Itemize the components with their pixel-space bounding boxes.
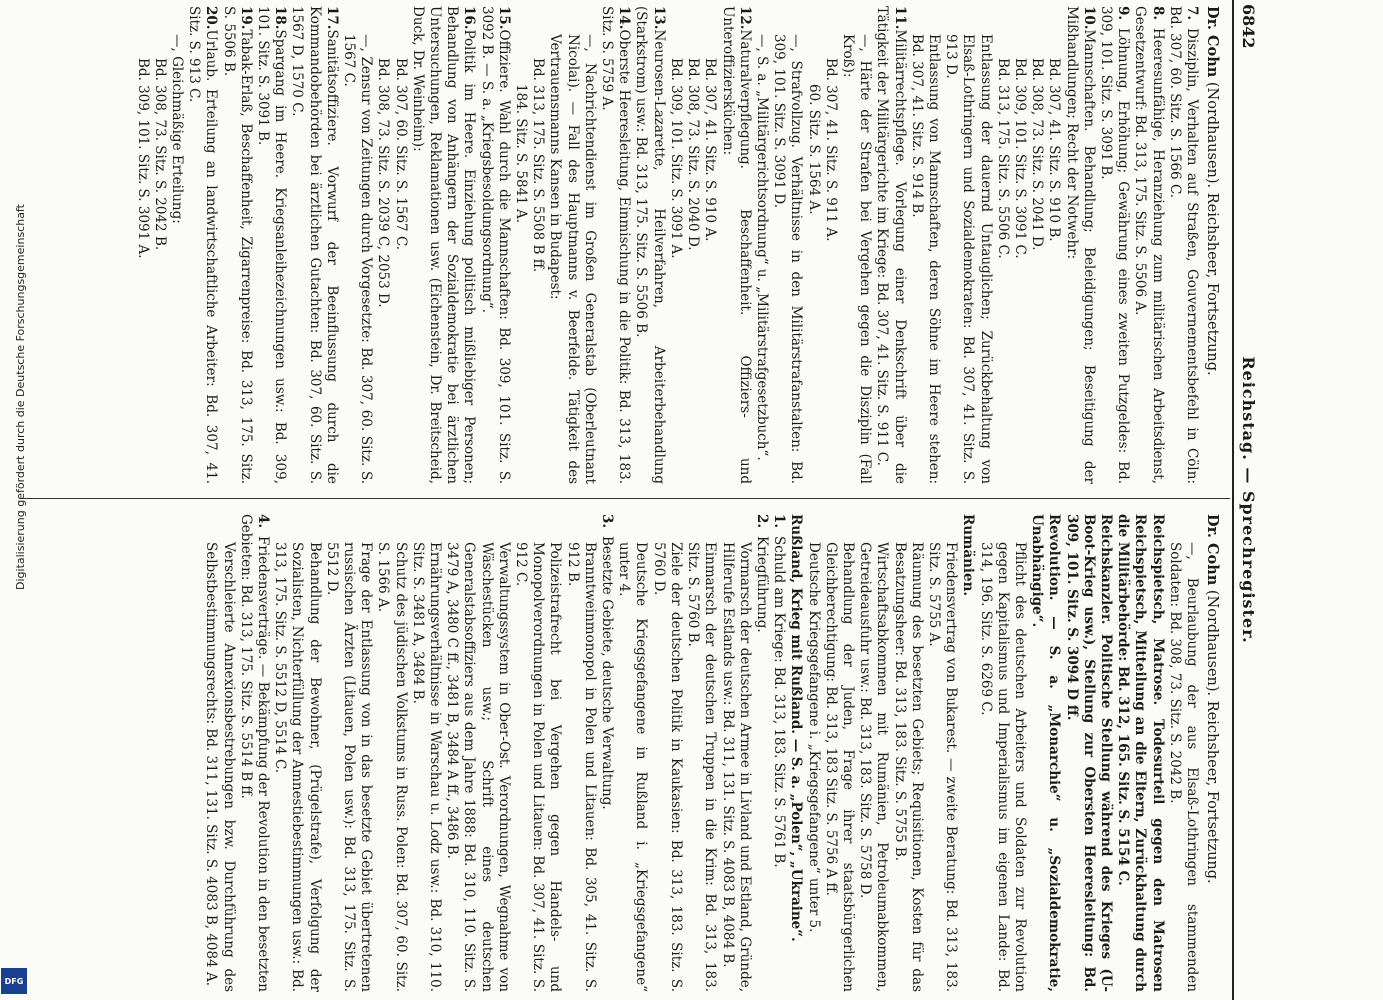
register-entry bbox=[1045, 6, 1062, 484]
entry-text: Disziplin, Verhalten auf Straßen, Gouvernementsbefehl in Cöln: Bd. 307, 60. Sitz. S. 1566 C. bbox=[1166, 6, 1200, 484]
register-entry bbox=[409, 514, 443, 992]
register-entry bbox=[1114, 514, 1166, 992]
right-column-head bbox=[1202, 514, 1222, 992]
register-entry bbox=[1028, 514, 1062, 992]
register-entry bbox=[1166, 514, 1200, 992]
entry-text: Bd. 308, 73. Sitz. S. 2042 B. bbox=[151, 58, 168, 251]
register-entry bbox=[598, 6, 632, 484]
register-entry bbox=[839, 6, 873, 484]
entry-text: Polizeistrafrecht bei Vergehen gegen Handels- und Monopolverordnungen in Polen und Litauen: Bd. 307, 41. Sitz. S. 912 C. bbox=[513, 542, 564, 992]
entry-number: 8. bbox=[1149, 6, 1166, 21]
register-entry bbox=[650, 514, 684, 992]
left-column bbox=[12, 6, 1222, 484]
running-head: Reichstag. — Sprechregister. bbox=[1239, 356, 1258, 644]
register-entry bbox=[563, 514, 597, 992]
entry-text: Behandlung der Juden, Frage ihrer staatsbürgerlichen Gleichberechtigung: Bd. 313, 183 Sitz. S. 5756 A ff. bbox=[822, 542, 856, 992]
entry-number: 4. bbox=[255, 514, 272, 529]
register-entry bbox=[942, 6, 994, 484]
entry-text: Vormarsch der deutschen Armee in Livland und Estland, Gründe, Hilferufe Estlands usw.: Bd. 311, 131. Sitz. S. 4083 B, 4084 B. bbox=[719, 542, 753, 992]
entry-text: Neurosen-Lazarette, Heilverfahren, Arbeiterbehandlung (Starkstrom) usw.: Bd. 313, 175. Sitz. S. 5506 B. bbox=[633, 6, 667, 484]
entry-number: 18. bbox=[272, 6, 289, 30]
entry-text: 184. Sitz. S. 5841 A. bbox=[513, 84, 530, 224]
entry-text: Reichskanzler. Politische Stellung während des Krieges (U-Boot-Krieg usw.), Stellung zur Obersten Heeresleitung: Bd. 309, 101. Sitz. S. 3094 D ff. bbox=[1063, 514, 1114, 992]
entry-text: Spargang im Heere. Kriegsanleihezeichnungen usw.: Bd. 309, 101. Sitz. S. 3091 B. bbox=[255, 6, 289, 484]
entry-text: Deutsche Kriegsgefangene i. „Kriegsgefangene“ unter 5. bbox=[805, 542, 822, 933]
entry-text: Pflicht des deutschen Arbeiters und Soldaten zur Revolution gegen Kapitalismus und Imperialismus im eigenen Lande: Bd. 314, 196. Sitz. S. 6269 C. bbox=[977, 542, 1028, 992]
entry-text: Reichspietsch, Matrose. Todesurteil gegen den Matrosen Reichspietsch, Mitteilung an die Eltern, Zurückhaltung durch die Militärbehörde: Bd. 312, 165. Sitz. S. 5154 C. bbox=[1115, 514, 1166, 992]
entry-text: —, Zensur von Zeitungen durch Vorgesetzte: Bd. 307, 60. Sitz. S. 1567 C. bbox=[341, 34, 375, 484]
register-entry bbox=[202, 514, 236, 992]
register-entry bbox=[994, 6, 1011, 484]
register-entry bbox=[873, 6, 907, 484]
speaker-subject: (Nordhausen). Reichsheer, Fortsetzung. bbox=[1204, 81, 1220, 376]
entry-number: 1. bbox=[771, 514, 788, 529]
entry-text: Ernährungsverhältnisse in Warschau u. Lodz usw.: Bd. 310, 110. Sitz. S. 3481 A, 3484 B. bbox=[409, 542, 444, 992]
entry-number: 2. bbox=[753, 514, 770, 529]
entry-number: 11. bbox=[891, 6, 908, 30]
entry-text: Bd. 307, 60. Sitz. S. 1567 C. bbox=[392, 58, 409, 251]
entry-text: Ziele der deutschen Politik in Kaukasien: Bd. 313, 183. Sitz. S. 5760 D. bbox=[650, 542, 684, 992]
register-entry bbox=[959, 514, 976, 992]
entry-number: 16. bbox=[461, 6, 478, 30]
entry-number: 20. bbox=[203, 6, 220, 30]
entry-text: —, Nachrichtendienst im Großen Generalstab (Oberleutnant Nicolai). — Fall des Hauptmanns v. Beerfelde. Tätigkeit des Vertrauensmanns Kansen in Budapest: bbox=[547, 34, 598, 484]
entry-text: Tabak-Erlaß, Beschaffenheit, Zigarrenpreise: Bd. 313, 175. Sitz. S. 5506 B. bbox=[220, 6, 254, 484]
register-entry bbox=[684, 514, 718, 992]
register-entry bbox=[667, 6, 684, 484]
entry-text: Besetzte Gebiete, deutsche Verwaltung. bbox=[599, 536, 616, 810]
speaker-subject: (Nordhausen). Reichsheer, Fortsetzung. bbox=[1204, 589, 1220, 884]
entry-text: Verwaltungssystem in Ober-Ost. Verordnungen, Wegnahme von Wäschestücken usw.; Schrift eines deutschen Generalstabsoffiziers aus dem Jahre 1888: Bd. 310, 110. Sitz. S. 3479 A, 3480 C ff., 3481 B, 3484 A ff., 3486 B. bbox=[444, 542, 512, 992]
entry-number: 14. bbox=[616, 6, 633, 30]
register-entry bbox=[477, 6, 511, 484]
entry-number: 9. bbox=[1115, 6, 1132, 21]
entry-text: Wirtschaftsabkommen mit Rumänien, Petroleumabkommen, Getreideausfuhr usw.: Bd. 313, 183. Sitz. S. 5758 D. bbox=[857, 542, 891, 992]
entry-number: 19. bbox=[237, 6, 254, 30]
speaker-name: Dr. Cohn bbox=[1204, 6, 1221, 78]
entry-text: Einmarsch der deutschen Truppen in die Krim: Bd. 313, 183. Sitz. S. 5760 B. bbox=[685, 542, 719, 992]
register-entry bbox=[288, 6, 340, 484]
register-entry bbox=[925, 514, 959, 992]
entry-text: Kriegführung. bbox=[753, 536, 770, 633]
register-entry bbox=[701, 6, 718, 484]
entry-text: Offiziere. Wahl durch die Mannschaften: Bd. 309, 101. Sitz. S. 3092 B. — S. a. „Kriegsbesoldungsordnung“. bbox=[478, 6, 512, 484]
entry-text: Behandlung der Bewohner, (Prügelstrafe), Verfolgung der Sozialisten, Nichterfüllung der Amnestiebestimmungen usw.: Bd. 313, 175. Sitz. S. 5512 D, 5514 C. bbox=[272, 542, 323, 992]
register-entry bbox=[908, 6, 942, 484]
register-entry bbox=[529, 6, 546, 484]
entry-number: 13. bbox=[650, 6, 667, 30]
entry-text: Schuld am Kriege: Bd. 313, 183. Sitz. S. 5761 B. bbox=[771, 536, 788, 868]
entry-text: Mannschaften. Behandlung; Beleidigungen; Beseitigung der Mißhandlungen; Recht der Notwehr: bbox=[1063, 6, 1097, 484]
register-entry bbox=[1062, 514, 1114, 992]
register-entry bbox=[1011, 6, 1028, 484]
page-number: 6842 bbox=[1239, 4, 1258, 49]
entry-number: 3. bbox=[599, 514, 616, 529]
register-entry bbox=[1097, 6, 1131, 484]
entry-text: Politik im Heere. Einziehung politisch mißliebiger Personen; Behandlung von Anhängern der Sozialdemokratie bei ärztlichen Untersuchungen, Reklamationen usw. (Eichenstein, Dr. Breitscheid, Duck, Dr. Weinheim): bbox=[409, 6, 478, 484]
register-entry bbox=[598, 514, 615, 992]
register-entry bbox=[374, 514, 408, 992]
entry-text: Bd. 309, 101. Sitz. S. 3091 A. bbox=[134, 58, 151, 259]
register-entry bbox=[512, 6, 529, 484]
column-divider bbox=[20, 498, 1230, 499]
entry-text: Schutz des jüdischen Volkstums in Russ. Polen: Bd. 307, 60. Sitz. S. 1566 A. bbox=[375, 542, 409, 992]
entry-text: —, S. a. „Militärgerichtsordnung“ u. „Militärstrafgesetzbuch“. bbox=[753, 34, 770, 461]
digitization-footer bbox=[0, 0, 28, 1000]
entry-text: Friedensvertrag von Bukarest. — zweite Beratung: Bd. 313, 183. Sitz. S. 5755 A. bbox=[925, 542, 960, 992]
entry-text: Deutsche Kriegsgefangene in Rußland i. „Kriegsgefangene“ unter 4. bbox=[616, 542, 650, 992]
entry-text: Bd. 307, 41. Sitz. S. 910 A. bbox=[702, 58, 719, 242]
register-entry bbox=[787, 514, 804, 992]
entry-text: Bd. 313, 175. Sitz. S. 5508 B ff. bbox=[530, 58, 547, 273]
register-entry bbox=[374, 6, 391, 484]
register-entry bbox=[323, 514, 375, 992]
register-entry bbox=[185, 6, 219, 484]
register-entry bbox=[254, 6, 288, 484]
entry-text: Entlassung der dauernd Untauglichen; Zurückbehaltung von Elsaß-Lothringern und Sozialdemokraten: Bd. 307, 41. Sitz. S. 913 D. bbox=[943, 34, 994, 484]
register-entry bbox=[546, 6, 598, 484]
dfg-logo: DFG bbox=[1, 968, 27, 994]
register-entry bbox=[443, 514, 512, 992]
register-entry bbox=[770, 6, 804, 484]
register-entry bbox=[822, 514, 856, 992]
register-entry bbox=[684, 6, 701, 484]
register-entry bbox=[804, 514, 821, 992]
entry-text: Urlaub. Erteilung an landwirtschaftliche Arbeiter: Bd. 307, 41. Sitz. S. 913 C. bbox=[186, 6, 220, 484]
entry-text: Bd. 309, 101. Sitz. S. 3091 A. bbox=[667, 58, 684, 259]
entry-text: Heeresunfähige, Heranziehung zum militärischen Arbeitsdienst, Gesetzentwurf: Bd. 313, 175. Sitz. S. 5506 A. bbox=[1132, 6, 1166, 484]
entry-number: 7. bbox=[1184, 6, 1200, 21]
entry-text: Bd. 308, 73. Sitz. S. 2040 D. bbox=[685, 58, 702, 251]
right-entry-list bbox=[202, 514, 1200, 992]
entry-text: —, Beurlaubung der aus Elsaß-Lothringen stammenden Soldaten: Bd. 308, 73. Sitz. S. 2042 B. bbox=[1166, 542, 1200, 992]
register-entry bbox=[1028, 6, 1045, 484]
entry-number: 17. bbox=[323, 6, 340, 30]
entry-text: Oberste Heeresleitung, Einmischung in die Politik: Bd. 313, 183. Sitz. S. 5759 A. bbox=[599, 6, 633, 484]
register-entry bbox=[753, 514, 770, 992]
funding-credit: Digitalisierung gefördert durch die Deutsche Forschungsgemeinschaft bbox=[14, 204, 27, 590]
entry-text: Bd. 308, 73. Sitz. S. 2041 D. bbox=[1029, 58, 1046, 251]
entry-text: Branntweinmonopol in Polen und Litauen: Bd. 305, 41. Sitz. S. 912 B. bbox=[564, 542, 598, 992]
entry-text: —, Härte der Strafen bei Vergehen gegen die Disziplin (Fall Kroß): bbox=[839, 34, 874, 484]
register-entry bbox=[512, 514, 564, 992]
entry-text: Frage der Entlassung von in das besetzte Gebiet übertretenen russischen Ärzten (Litauen, Polen usw.): Bd. 313, 175. Sitz. S. 5512 D. bbox=[323, 542, 375, 992]
register-entry bbox=[151, 6, 168, 484]
entry-text: Verschleierte Annexionsbestrebungen bzw. Durchführung des Selbstbestimmungsrechts: Bd. 311, 131. Sitz. S. 4083 B, 4084 A. bbox=[203, 542, 237, 992]
entry-text: Sanitätsoffiziere. Vorwurf der Beeinflussung durch die Kommandobehörden bei ärztlichen Gutachten: Bd. 307, 60. Sitz. S. 1567 D, 1570 C. bbox=[289, 6, 340, 484]
entry-text: Bd. 307, 41. Sitz. S. 911 A. bbox=[822, 58, 839, 242]
entry-text: Naturalverpflegung. Beschaffenheit. Offiziers- und Unteroffiziersküchen: bbox=[719, 6, 753, 484]
register-entry bbox=[890, 514, 924, 992]
register-entry bbox=[615, 514, 649, 992]
register-entry bbox=[391, 6, 408, 484]
entry-text: Rußland, Krieg mit Rußland. — S. a. „Polen“, „Ukraine“. bbox=[788, 514, 805, 942]
register-entry bbox=[133, 6, 150, 484]
register-entry bbox=[822, 6, 839, 484]
entry-number: 10. bbox=[1080, 6, 1097, 30]
entry-text: Löhnung, Erhöhung; Gewährung eines zweiten Putzgeldes: Bd. 309, 101. Sitz. S. 3091 B. bbox=[1097, 6, 1132, 484]
entry-text: Bd. 313, 175. Sitz. S. 5506 C. bbox=[994, 58, 1011, 259]
register-entry bbox=[1166, 6, 1200, 484]
register-entry bbox=[718, 514, 752, 992]
register-entry bbox=[1062, 6, 1096, 484]
entry-text: Militärrechtspflege. Vorlegung einer Denkschrift über die Tätigkeit der Militärgerichte im Kriege: Bd. 307, 41. Sitz. S. 911 C. bbox=[874, 6, 908, 484]
register-entry bbox=[168, 6, 185, 484]
entry-text: Bd. 308, 73. Sitz. S. 2039 C, 2053 D. bbox=[375, 58, 392, 308]
entry-text: Friedensverträge. — Bekämpfung der Revolution in den besetzten Gebieten: Bd. 313, 175. Sitz. S. 5514 B ff. bbox=[237, 514, 272, 992]
entry-text: Räumung des besetzten Gebiets; Requisitionen, Kosten für das Besatzungsheer: Bd. 313, 183. Sitz. S. 5755 B. bbox=[891, 542, 925, 992]
entry-text: —, Gleichmäßige Erteilung: bbox=[169, 34, 186, 224]
entry-text: —, Strafvollzug. Verhältnisse in den Militärstrafanstalten: Bd. 309, 101. Sitz. S. 3091 D. bbox=[771, 34, 805, 484]
speaker-name: Dr. Cohn bbox=[1204, 514, 1221, 586]
register-entry bbox=[770, 514, 787, 992]
register-entry bbox=[237, 514, 271, 992]
entry-text: Revolution. — S. a. „Monarchie“ u. „Sozialdemokratie, Unabhängige“. bbox=[1029, 514, 1063, 992]
register-entry bbox=[976, 514, 1028, 992]
left-column-head bbox=[1202, 6, 1222, 484]
entry-text: 60. Sitz. S. 1564 A. bbox=[805, 84, 822, 215]
entry-text: Entlassung von Mannschaften, deren Söhne im Heere stehen: Bd. 307, 41. Sitz. S. 914 B. bbox=[908, 34, 942, 484]
register-entry bbox=[753, 6, 770, 484]
register-entry bbox=[409, 6, 478, 484]
register-entry bbox=[271, 514, 323, 992]
register-entry bbox=[1131, 6, 1165, 484]
register-entry bbox=[804, 6, 821, 484]
register-entry bbox=[718, 6, 752, 484]
header-rule bbox=[1232, 0, 1234, 1000]
register-entry bbox=[632, 6, 666, 484]
entry-text: Bd. 307, 41. Sitz. S. 910 B. bbox=[1046, 58, 1063, 242]
entry-text: Bd. 309, 101. Sitz. S. 3091 C. bbox=[1011, 58, 1028, 259]
entry-number: 15. bbox=[495, 6, 512, 30]
register-entry bbox=[340, 6, 374, 484]
register-entry bbox=[856, 514, 890, 992]
entry-number: 12. bbox=[736, 6, 753, 30]
entry-text: Rumänien. bbox=[960, 514, 977, 597]
register-entry bbox=[219, 6, 253, 484]
left-entry-list bbox=[133, 6, 1200, 484]
right-column bbox=[12, 514, 1222, 992]
